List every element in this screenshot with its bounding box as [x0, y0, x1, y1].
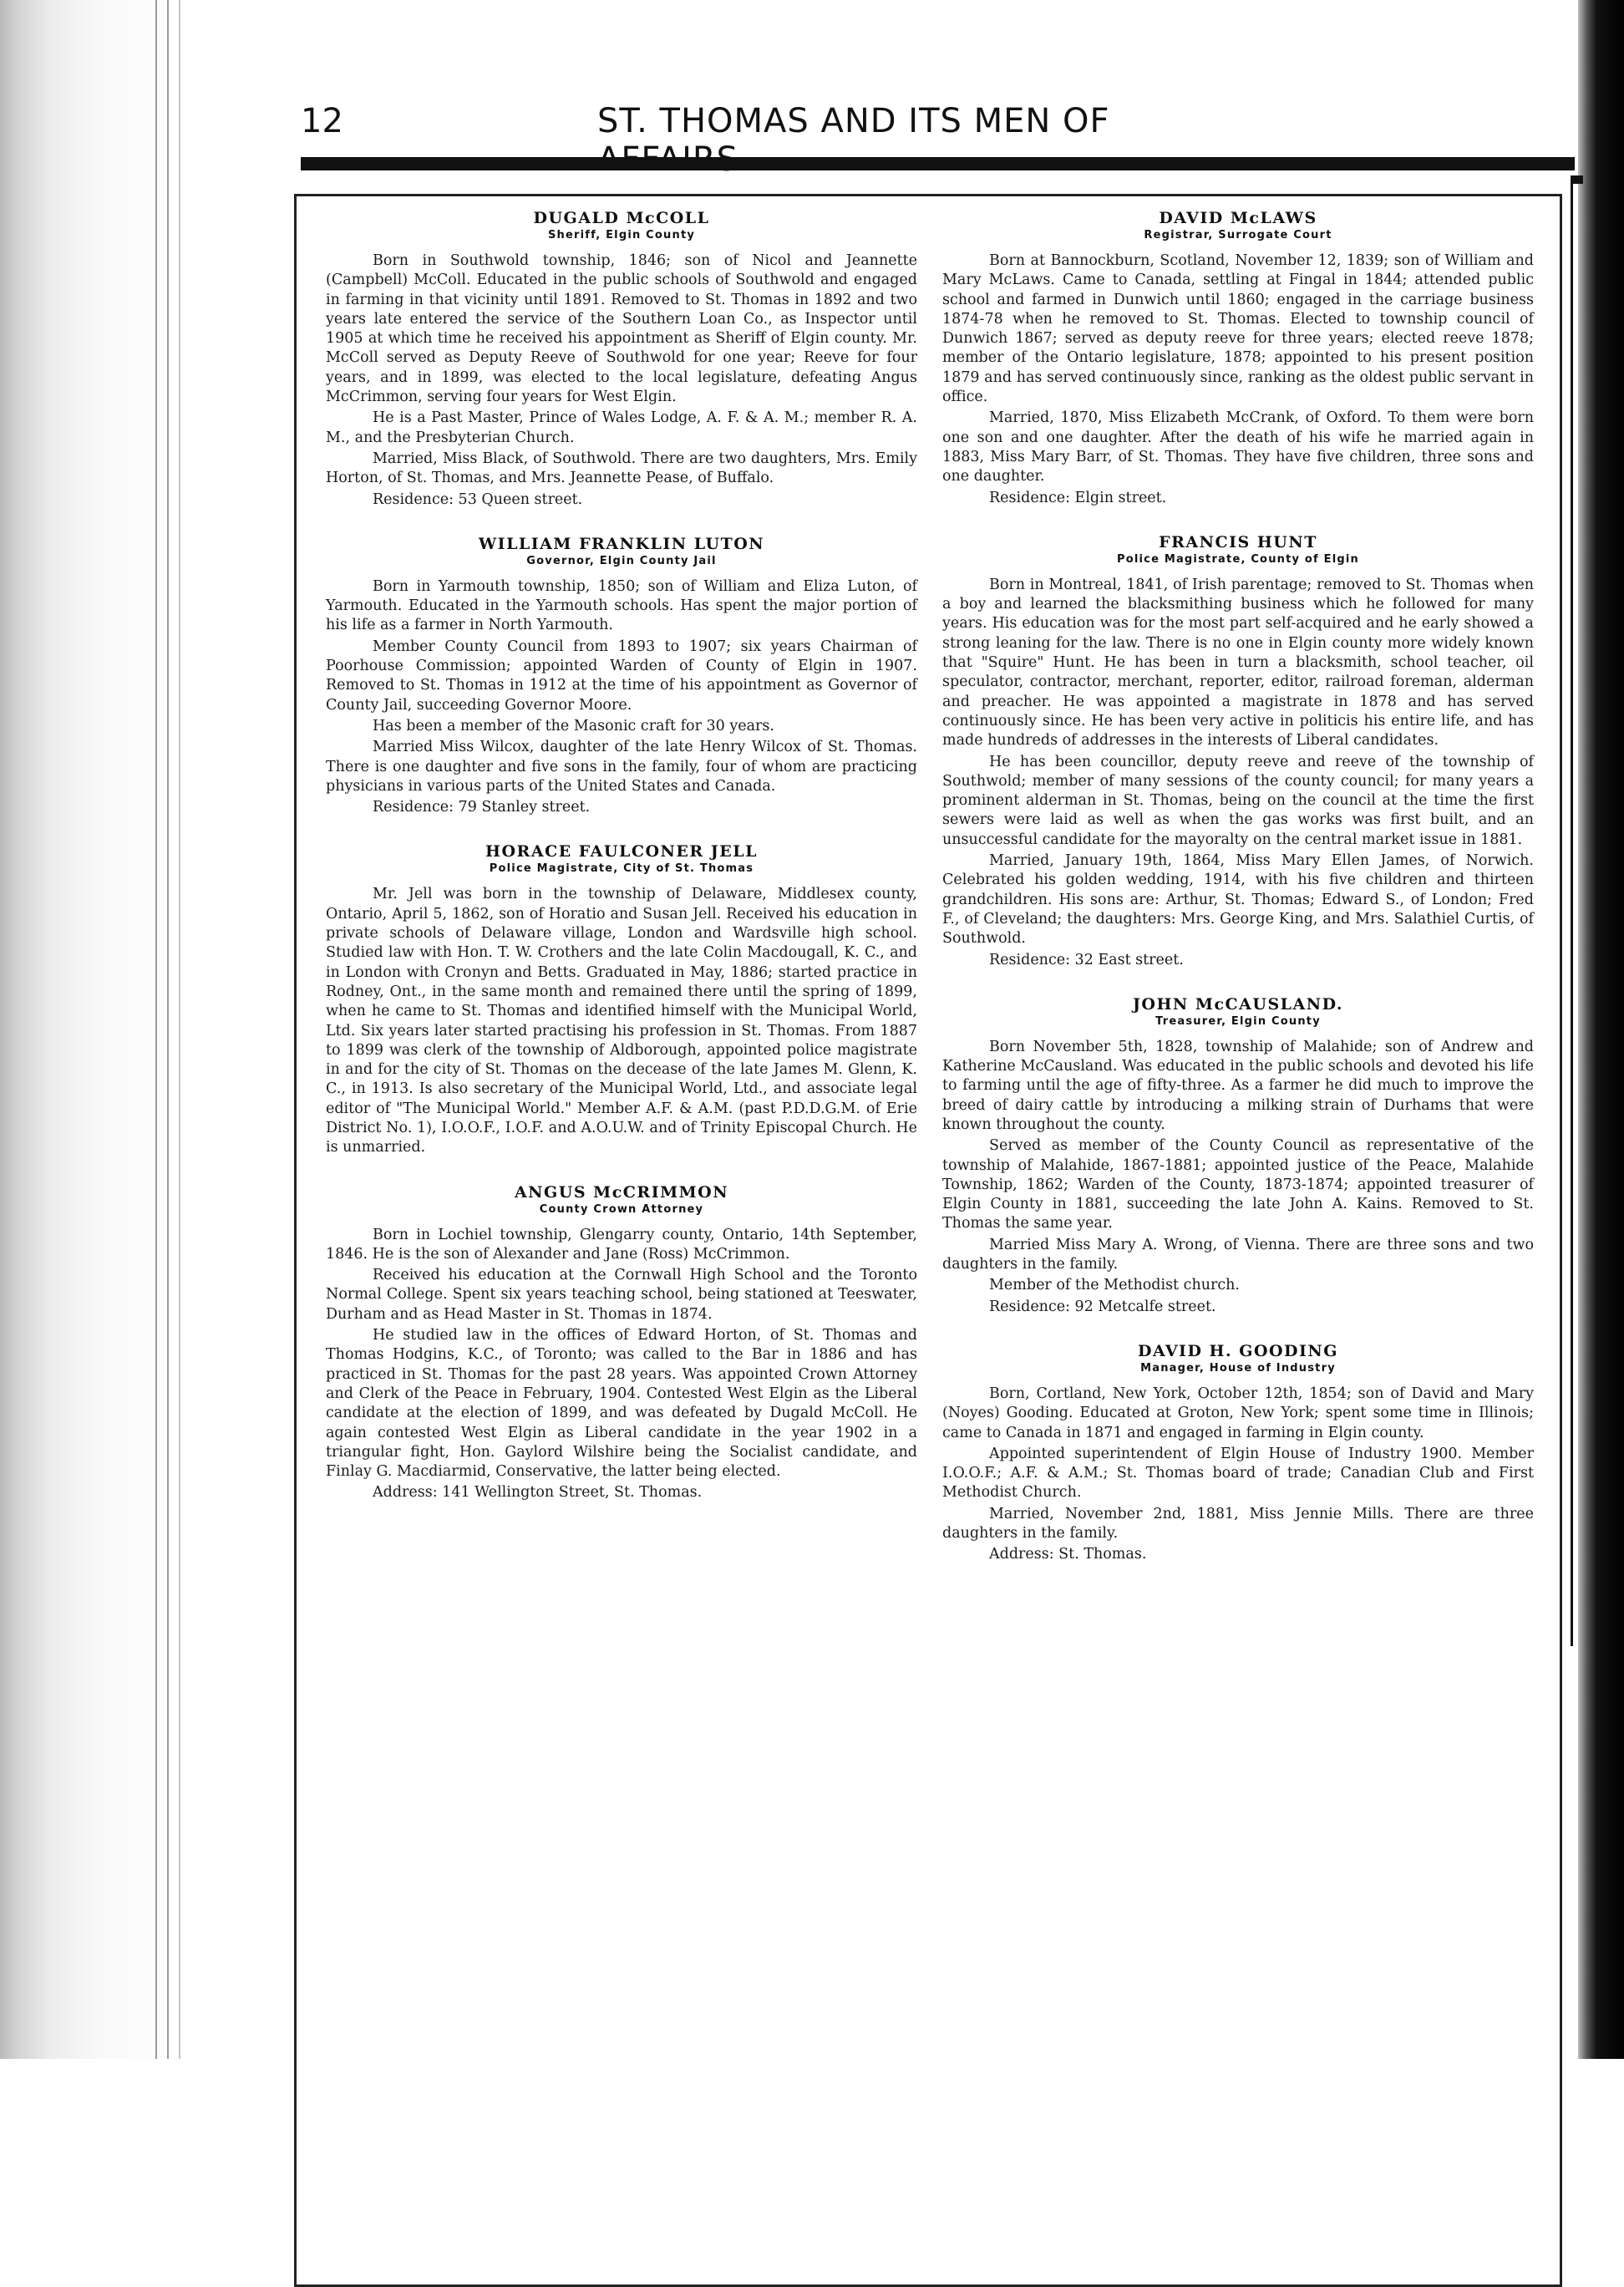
page-header — [301, 102, 1253, 160]
biography-paragraph: Born, Cortland, New York, October 12th, 1854; son of David and Mary (Noyes) Gooding. Educated at Groton, New York; spent some time in Illinois; came to Canada in 1871 and engaged in farming in Elgin county. — [942, 1385, 1534, 1441]
biography-paragraph: Address: St. Thomas. — [989, 1546, 1147, 1563]
biography-name: DAVID McLAWS — [1159, 209, 1317, 227]
biography-paragraph: Married, January 19th, 1864, Miss Mary Ellen James, of Norwich. Celebrated his golden wedding, 1914, with his five children and thirteen grandchildren. His sons are: Arthur, St. Thomas; Edward S., of London; Fred F., of Cleveland; the daughters: Mrs. George King, and Mrs. Salathiel Curtis, of Southwold. — [942, 852, 1534, 948]
biography-paragraph: Residence: 92 Metcalfe street. — [989, 1298, 1216, 1315]
biography-paragraph: Married Miss Wilcox, daughter of the late Henry Wilcox of St. Thomas. There is one daughter and five sons in the family, four of whom are practicing physicians in various parts of the United States and Canada. — [326, 739, 917, 795]
biography-name: WILLIAM FRANKLIN LUTON — [478, 534, 765, 553]
scan-binding-shadow — [0, 0, 192, 2059]
biography-paragraph: Appointed superintendent of Elgin House of Industry 1900. Member I.O.O.F.; A.F. & A.M.; St. Thomas board of trade; Canadian Club and First Methodist Church. — [942, 1445, 1534, 1502]
biography-paragraph: Born at Bannockburn, Scotland, November 12, 1839; son of William and Mary McLaws. Came to Canada, settling at Fingal in 1844; attended public school and farmed in Dunwich until 1860; engaged in the carriage business 1874-78 when he removed to St. Thomas. Elected to township council of Dunwich 1867; served as deputy reeve for three years; elected reeve 1878; member of the Ontario legislature, 1878; appointed to his present position 1879 and has served continuously since, ranking as the oldest public servant in office. — [942, 252, 1534, 406]
biography-entry — [942, 1342, 1534, 1565]
page-number: 12 — [301, 102, 343, 140]
binding-line — [155, 0, 157, 2059]
biography-paragraph: Born in Lochiel township, Glengarry county, Ontario, 14th September, 1846. He is the son of Alexander and Jane (Ross) McCrimmon. — [326, 1226, 917, 1263]
header-rule — [301, 157, 1575, 170]
right-column — [942, 209, 1534, 1590]
biography-entry — [942, 533, 1534, 970]
biography-office: Police Magistrate, City of St. Thomas — [489, 862, 754, 876]
biography-paragraph: Received his education at the Cornwall High School and the Toronto Normal College. Spent six years teaching school, being stationed at Teeswater, Durham and as Head Master in St. Thomas in 1874. — [326, 1267, 917, 1323]
binding-line — [179, 0, 180, 2059]
biography-paragraph: Born in Montreal, 1841, of Irish parentage; removed to St. Thomas when a boy and learned the blacksmithing business which he followed for many years. His education was for the most part self-acquired and he early showed a strong leaning for the law. There is no one in Elgin county more widely known that "Squire" Hunt. He has been in turn a blacksmith, school teacher, oil speculator, contractor, merchant, reporter, editor, railroad foreman, alderman and preacher. He was appointed a magistrate in 1878 and has served continuously since. He has been very active in politicis his entire life, and has made hundreds of addresses in the interests of Liberal candidates. — [942, 576, 1534, 750]
biography-paragraph: Born in Southwold township, 1846; son of Nicol and Jeannette (Campbell) McColl. Educated in the public schools of Southwold and engaged in farming in that vicinity until 1891. Removed to St. Thomas in 1892 and two years late entered the service of the Southern Loan Co., as Inspector until 1905 at which time he received his appointment as Sheriff of Elgin county. Mr. McColl served as Deputy Reeve of Southwold for one year; Reeve for four years, and in 1899, was elected to the local legislature, defeating Angus McCrimmon, serving four years for West Elgin. — [326, 252, 917, 406]
biography-paragraph: Has been a member of the Masonic craft for 30 years. — [373, 717, 774, 734]
biography-entry — [326, 842, 917, 1157]
biography-paragraph: He is a Past Master, Prince of Wales Lodge, A. F. & A. M.; member R. A. M., and the Presbyterian Church. — [326, 409, 917, 446]
biography-name: HORACE FAULCONER JELL — [485, 842, 758, 861]
binding-line — [167, 0, 169, 2059]
biography-name: DUGALD McCOLL — [533, 209, 710, 227]
running-title: ST. THOMAS AND ITS MEN OF — [597, 102, 1110, 140]
biography-paragraph: Member County Council from 1893 to 1907; six years Chairman of Poorhouse Commission; appointed Warden of County of Elgin in 1907. Removed to St. Thomas in 1912 at the time of his appointment as Governor of County Jail, succeeding Governor Moore. — [326, 638, 917, 714]
biography-paragraph: Residence: 32 East street. — [989, 951, 1184, 968]
biography-office: County Crown Attorney — [539, 1202, 704, 1216]
biography-paragraph: Married, November 2nd, 1881, Miss Jennie Mills. There are three daughters in the family. — [942, 1505, 1534, 1542]
scan-right-edge — [1578, 0, 1624, 2059]
biography-entry — [326, 209, 917, 510]
biography-paragraph: Residence: Elgin street. — [989, 489, 1167, 506]
biography-paragraph: Mr. Jell was born in the township of Delaware, Middlesex county, Ontario, April 5, 1862, son of Horatio and Susan Jell. Received his education in private schools of Delaware village, London and Wardsville high school. Studied law with Hon. T. W. Crothers and the late Colin Macdougall, K. C., and in London with Cronyn and Betts. Graduated in May, 1886; started practice in Rodney, Ont., in the same month and remained there until the spring of 1899, when he came to St. Thomas and identified himself with the Municipal World, Ltd. Six years later started practising his profession in St. Thomas. From 1887 to 1899 was clerk of the township of Aldborough, appointed police magistrate in and for the city of St. Thomas on the decease of the late James M. Glenn, K. C., in 1913. Is also secretary of the Municipal World, Ltd., and associate legal editor of "The Municipal World." Member A.F. & A.M. (past P.D.D.G.M. of Erie District No. 1), I.O.O.F., I.O.F. and A.O.U.W. and of Trinity Episcopal Church. He is unmarried. — [326, 886, 917, 1156]
biography-name: ANGUS McCRIMMON — [514, 1182, 729, 1202]
biography-entry — [326, 1183, 917, 1503]
biography-office: Sheriff, Elgin County — [547, 229, 696, 241]
biography-entry — [942, 995, 1534, 1317]
biography-paragraph: Married, Miss Black, of Southwold. There are two daughters, Mrs. Emily Horton, of St. Thomas, and Mrs. Jeannette Pease, of Buffalo. — [326, 450, 917, 487]
biography-office: Registrar, Surrogate Court — [1144, 229, 1332, 241]
biography-paragraph: Married Miss Mary A. Wrong, of Vienna. There are three sons and two daughters in the family. — [942, 1236, 1534, 1273]
biography-office: Manager, House of Industry — [1140, 1361, 1336, 1375]
left-column — [326, 209, 917, 1528]
adjacent-page-edge — [1571, 175, 1583, 1646]
biography-paragraph: Born in Yarmouth township, 1850; son of William and Eliza Luton, of Yarmouth. Educated in the Yarmouth schools. Has spent the major portion of his life as a farmer in North Yarmouth. — [326, 577, 917, 634]
biography-paragraph: Member of the Methodist church. — [989, 1277, 1240, 1294]
biography-paragraph: He studied law in the offices of Edward Horton, of St. Thomas and Thomas Hodgins, K.C., of Toronto; was called to the Bar in 1886 and has practiced in St. Thomas for the past 28 years. Was appointed Crown Attorney and Clerk of the Peace in February, 1904. Contested West Elgin as the Liberal candidate at the election of 1899, and was defeated by Dugald McColl. He again contested West Elgin as Liberal candidate in the year 1902 in a triangular fight, Hon. Gaylord Wilshire being the Socialist candidate, and Finlay G. Macdiarmid, Conservative, the latter being elected. — [326, 1327, 917, 1481]
biography-paragraph: He has been councillor, deputy reeve and reeve of the township of Southwold; member of many sessions of the county council; for many years a prominent alderman in St. Thomas, being on the council at the time the first sewers were laid as well as when the gas works was first built, and an unsuccessful candidate for the mayoralty on the central market issue in 1881. — [942, 753, 1534, 848]
biography-paragraph: Born November 5th, 1828, township of Malahide; son of Andrew and Katherine McCausland. Was educated in the public schools and devoted his life to farming until the age of fifty-three. As a farmer he did much to improve the breed of dairy cattle by introducing a milking strain of Durhams that were known throughout the county. — [942, 1038, 1534, 1133]
biography-paragraph: Address: 141 Wellington Street, St. Thomas. — [373, 1484, 703, 1502]
biography-name: JOHN McCAUSLAND. — [1132, 994, 1344, 1014]
biography-paragraph: Served as member of the County Council as representative of the township of Malahide, 1867-1881; appointed justice of the Peace, Malahide Township, 1862; Warden of the County, 1873-1874; appointed treasurer of Elgin County in 1881, succeeding the late John A. Kains. Removed to St. Thomas the same year. — [942, 1137, 1534, 1232]
biography-entry — [326, 535, 917, 818]
biography-office: Police Magistrate, County of Elgin — [1117, 552, 1359, 566]
biography-office: Governor, Elgin County Jail — [526, 554, 717, 567]
biography-name: DAVID H. GOODING — [1137, 1341, 1339, 1360]
biography-office: Treasurer, Elgin County — [1155, 1014, 1321, 1028]
biography-name: FRANCIS HUNT — [1159, 532, 1317, 551]
biography-paragraph: Residence: 79 Stanley street. — [373, 799, 591, 816]
biography-paragraph: Married, 1870, Miss Elizabeth McCrank, of Oxford. To them were born one son and one daughter. After the death of his wife he married again in 1883, Miss Mary Barr, of St. Thomas. They have five children, three sons and one daughter. — [942, 409, 1534, 485]
biography-entry — [942, 209, 1534, 508]
biography-paragraph: Residence: 53 Queen street. — [373, 490, 583, 508]
